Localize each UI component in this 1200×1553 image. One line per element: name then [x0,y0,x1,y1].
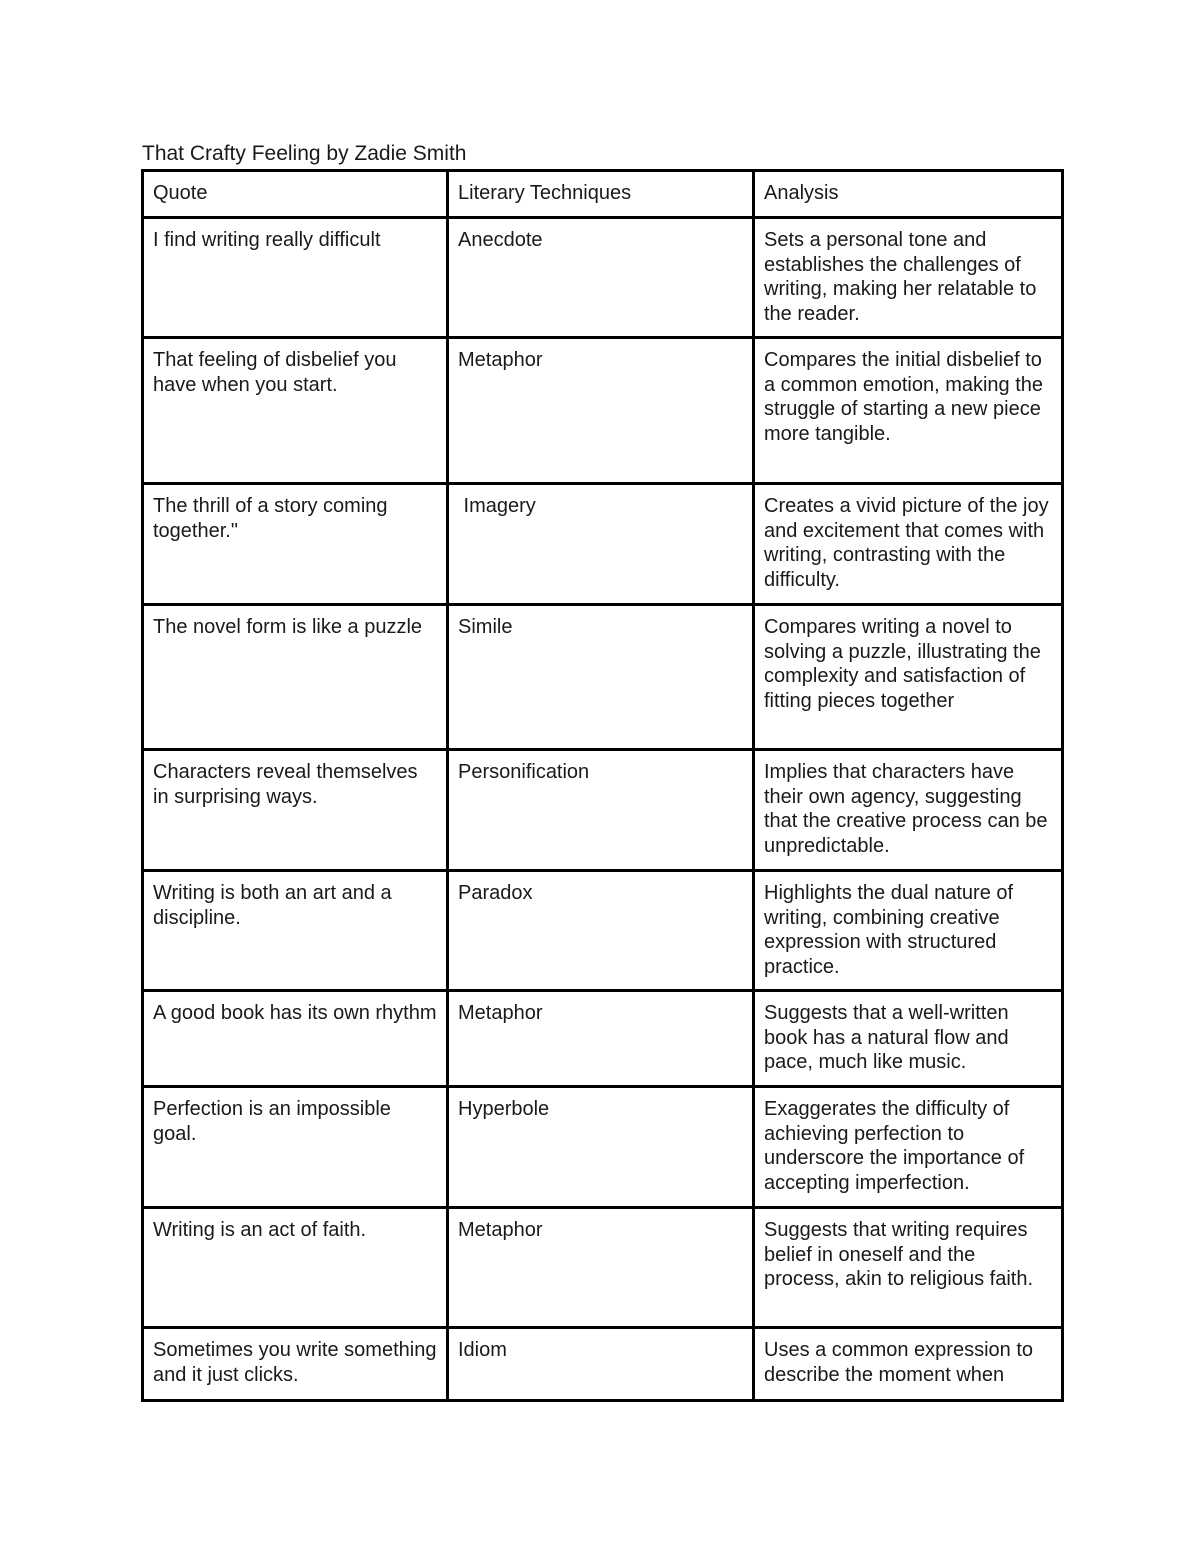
quote-cell: Writing is both an art and a discipline. [143,871,448,991]
quote-cell: Perfection is an impossible goal. [143,1087,448,1208]
technique-cell: Paradox [448,871,754,991]
analysis-cell: Uses a common expression to describe the moment when [754,1328,1063,1401]
header-analysis: Analysis [754,171,1063,218]
analysis-cell: Creates a vivid picture of the joy and excitement that comes with writing, contrasting with the difficulty. [754,484,1063,605]
table-row [143,991,1063,1087]
quote-cell: Sometimes you write something and it just clicks. [143,1328,448,1401]
analysis-cell: Compares the initial disbelief to a common emotion, making the struggle of starting a new piece more tangible. [754,338,1063,484]
analysis-cell: Suggests that writing requires belief in oneself and the process, akin to religious faith. [754,1208,1063,1328]
table-row [143,1208,1063,1328]
table-row [143,338,1063,484]
header-quote: Quote [143,171,448,218]
technique-cell: Anecdote [448,218,754,338]
quote-cell: That feeling of disbelief you have when you start. [143,338,448,484]
literary-analysis-table [141,169,1064,1402]
table-row [143,605,1063,750]
table-header-row [143,171,1063,218]
technique-cell: Imagery [448,484,754,605]
header-literary-techniques: Literary Techniques [448,171,754,218]
table-row [143,1328,1063,1401]
quote-cell: A good book has its own rhythm [143,991,448,1087]
table-row [143,218,1063,338]
technique-cell: Hyperbole [448,1087,754,1208]
table-row [143,484,1063,605]
table-row [143,750,1063,871]
quote-cell: I find writing really difficult [143,218,448,338]
analysis-cell: Compares writing a novel to solving a puzzle, illustrating the complexity and satisfaction of fitting pieces together [754,605,1063,750]
analysis-cell: Implies that characters have their own agency, suggesting that the creative process can be unpredictable. [754,750,1063,871]
analysis-cell: Highlights the dual nature of writing, combining creative expression with structured practice. [754,871,1063,991]
table-row [143,1087,1063,1208]
document-title: That Crafty Feeling by Zadie Smith [142,142,467,165]
analysis-cell: Suggests that a well-written book has a natural flow and pace, much like music. [754,991,1063,1087]
technique-cell: Metaphor [448,991,754,1087]
technique-cell: Metaphor [448,338,754,484]
technique-cell: Personification [448,750,754,871]
technique-cell: Simile [448,605,754,750]
quote-cell: The novel form is like a puzzle [143,605,448,750]
analysis-cell: Exaggerates the difficulty of achieving perfection to underscore the importance of accepting imperfection. [754,1087,1063,1208]
technique-cell: Metaphor [448,1208,754,1328]
quote-cell: Writing is an act of faith. [143,1208,448,1328]
analysis-cell: Sets a personal tone and establishes the challenges of writing, making her relatable to the reader. [754,218,1063,338]
technique-cell: Idiom [448,1328,754,1401]
quote-cell: The thrill of a story coming together." [143,484,448,605]
table-row [143,871,1063,991]
quote-cell: Characters reveal themselves in surprising ways. [143,750,448,871]
